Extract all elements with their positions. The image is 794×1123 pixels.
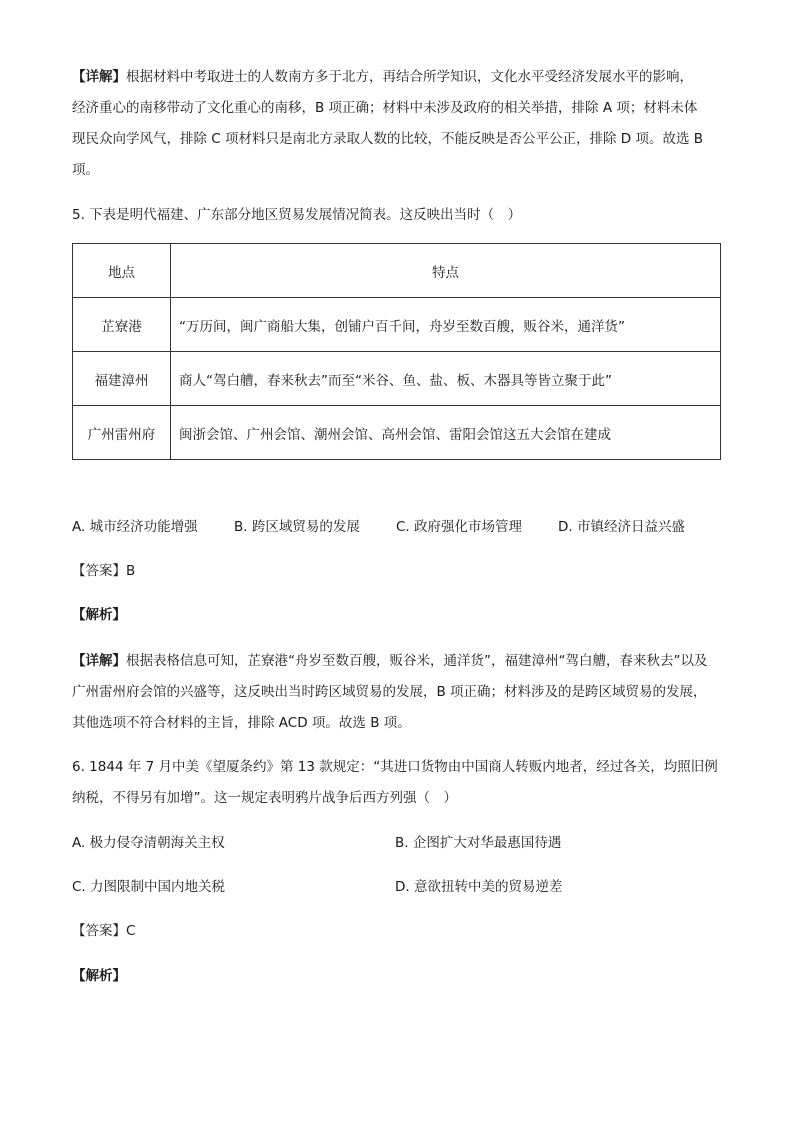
table-row <box>73 298 721 352</box>
answer-q6: 【答案】C <box>72 923 136 939</box>
detail-line: 其他选项不符合材料的主旨，排除 ACD 项。故选 B 项。 <box>72 715 411 731</box>
table-cell-feature: 商人“驾白艚，春来秋去”而至“米谷、鱼、盐、板、木器具等皆立聚于此” <box>171 352 721 406</box>
detail-paragraph-q4 <box>72 62 724 186</box>
option-d: D. 意欲扭转中美的贸易逆差 <box>395 879 563 895</box>
analysis-heading-q5: 【解析】 <box>72 607 126 623</box>
option-a: A. 城市经济功能增强 <box>72 519 198 535</box>
table-cell-location: 芷寮港 <box>73 298 171 352</box>
detail-line: 根据材料中考取进士的人数南方多于北方，再结合所学知识，文化水平受经济发展水平的影响， <box>126 69 693 85</box>
table-cell-feature: 闽浙会馆、广州会馆、潮州会馆、高州会馆、雷阳会馆这五大会馆在建成 <box>171 406 721 460</box>
option-c: C. 力图限制中国内地关税 <box>72 879 226 895</box>
option-d: D. 市镇经济日益兴盛 <box>558 519 685 535</box>
option-c: C. 政府强化市场管理 <box>396 519 523 535</box>
option-b: B. 跨区域贸易的发展 <box>234 519 360 535</box>
detail-paragraph-q5 <box>72 646 724 739</box>
table-cell-location: 广州雷州府 <box>73 406 171 460</box>
detail-tag: 【详解】 <box>72 69 126 85</box>
answer-q5: 【答案】B <box>72 563 136 579</box>
question-6-line: 纳税，不得另有加增”。这一规定表明鸦片战争后西方列强（ ） <box>72 790 457 806</box>
option-a: A. 极力侵夺清朝海关主权 <box>72 835 225 851</box>
trade-table <box>72 243 721 460</box>
question-6-line: 6. 1844 年 7 月中美《望厦条约》第 13 款规定：“其进口货物由中国商人转贩内地者，经过各关，均照旧例 <box>72 759 718 775</box>
question-5-stem: 5. 下表是明代福建、广东部分地区贸易发展情况简表。这反映出当时（ ） <box>72 207 522 223</box>
detail-line: 广州雷州府会馆的兴盛等，这反映出当时跨区域贸易的发展，B 项正确；材料涉及的是跨区域贸易的发展， <box>72 684 707 700</box>
detail-line: 项。 <box>72 162 99 178</box>
question-5-options <box>72 512 732 543</box>
table-row <box>73 406 721 460</box>
question-6-stem <box>72 752 724 814</box>
table-header-row <box>73 244 721 298</box>
table-cell-location: 福建漳州 <box>73 352 171 406</box>
table-header-location: 地点 <box>73 244 171 298</box>
analysis-heading-q6: 【解析】 <box>72 968 126 984</box>
option-b: B. 企图扩大对华最惠国待遇 <box>395 835 562 851</box>
detail-line: 根据表格信息可知，芷寮港“舟岁至数百艘，贩谷米，通洋货”，福建漳州“驾白艚，春来秋去”以及 <box>126 653 708 669</box>
table-header-feature: 特点 <box>171 244 721 298</box>
detail-line: 经济重心的南移带动了文化重心的南移，B 项正确；材料中未涉及政府的相关举措，排除 A 项；材料未体 <box>72 100 698 116</box>
table-cell-feature: “万历间，闽广商船大集，创铺户百千间，舟岁至数百艘，贩谷米，通洋货” <box>171 298 721 352</box>
detail-tag: 【详解】 <box>72 653 126 669</box>
table-row <box>73 352 721 406</box>
detail-line: 现民众向学风气，排除 C 项材料只是南北方录取人数的比较，不能反映是否公平公正，排除 D 项。故选 B <box>72 131 704 147</box>
